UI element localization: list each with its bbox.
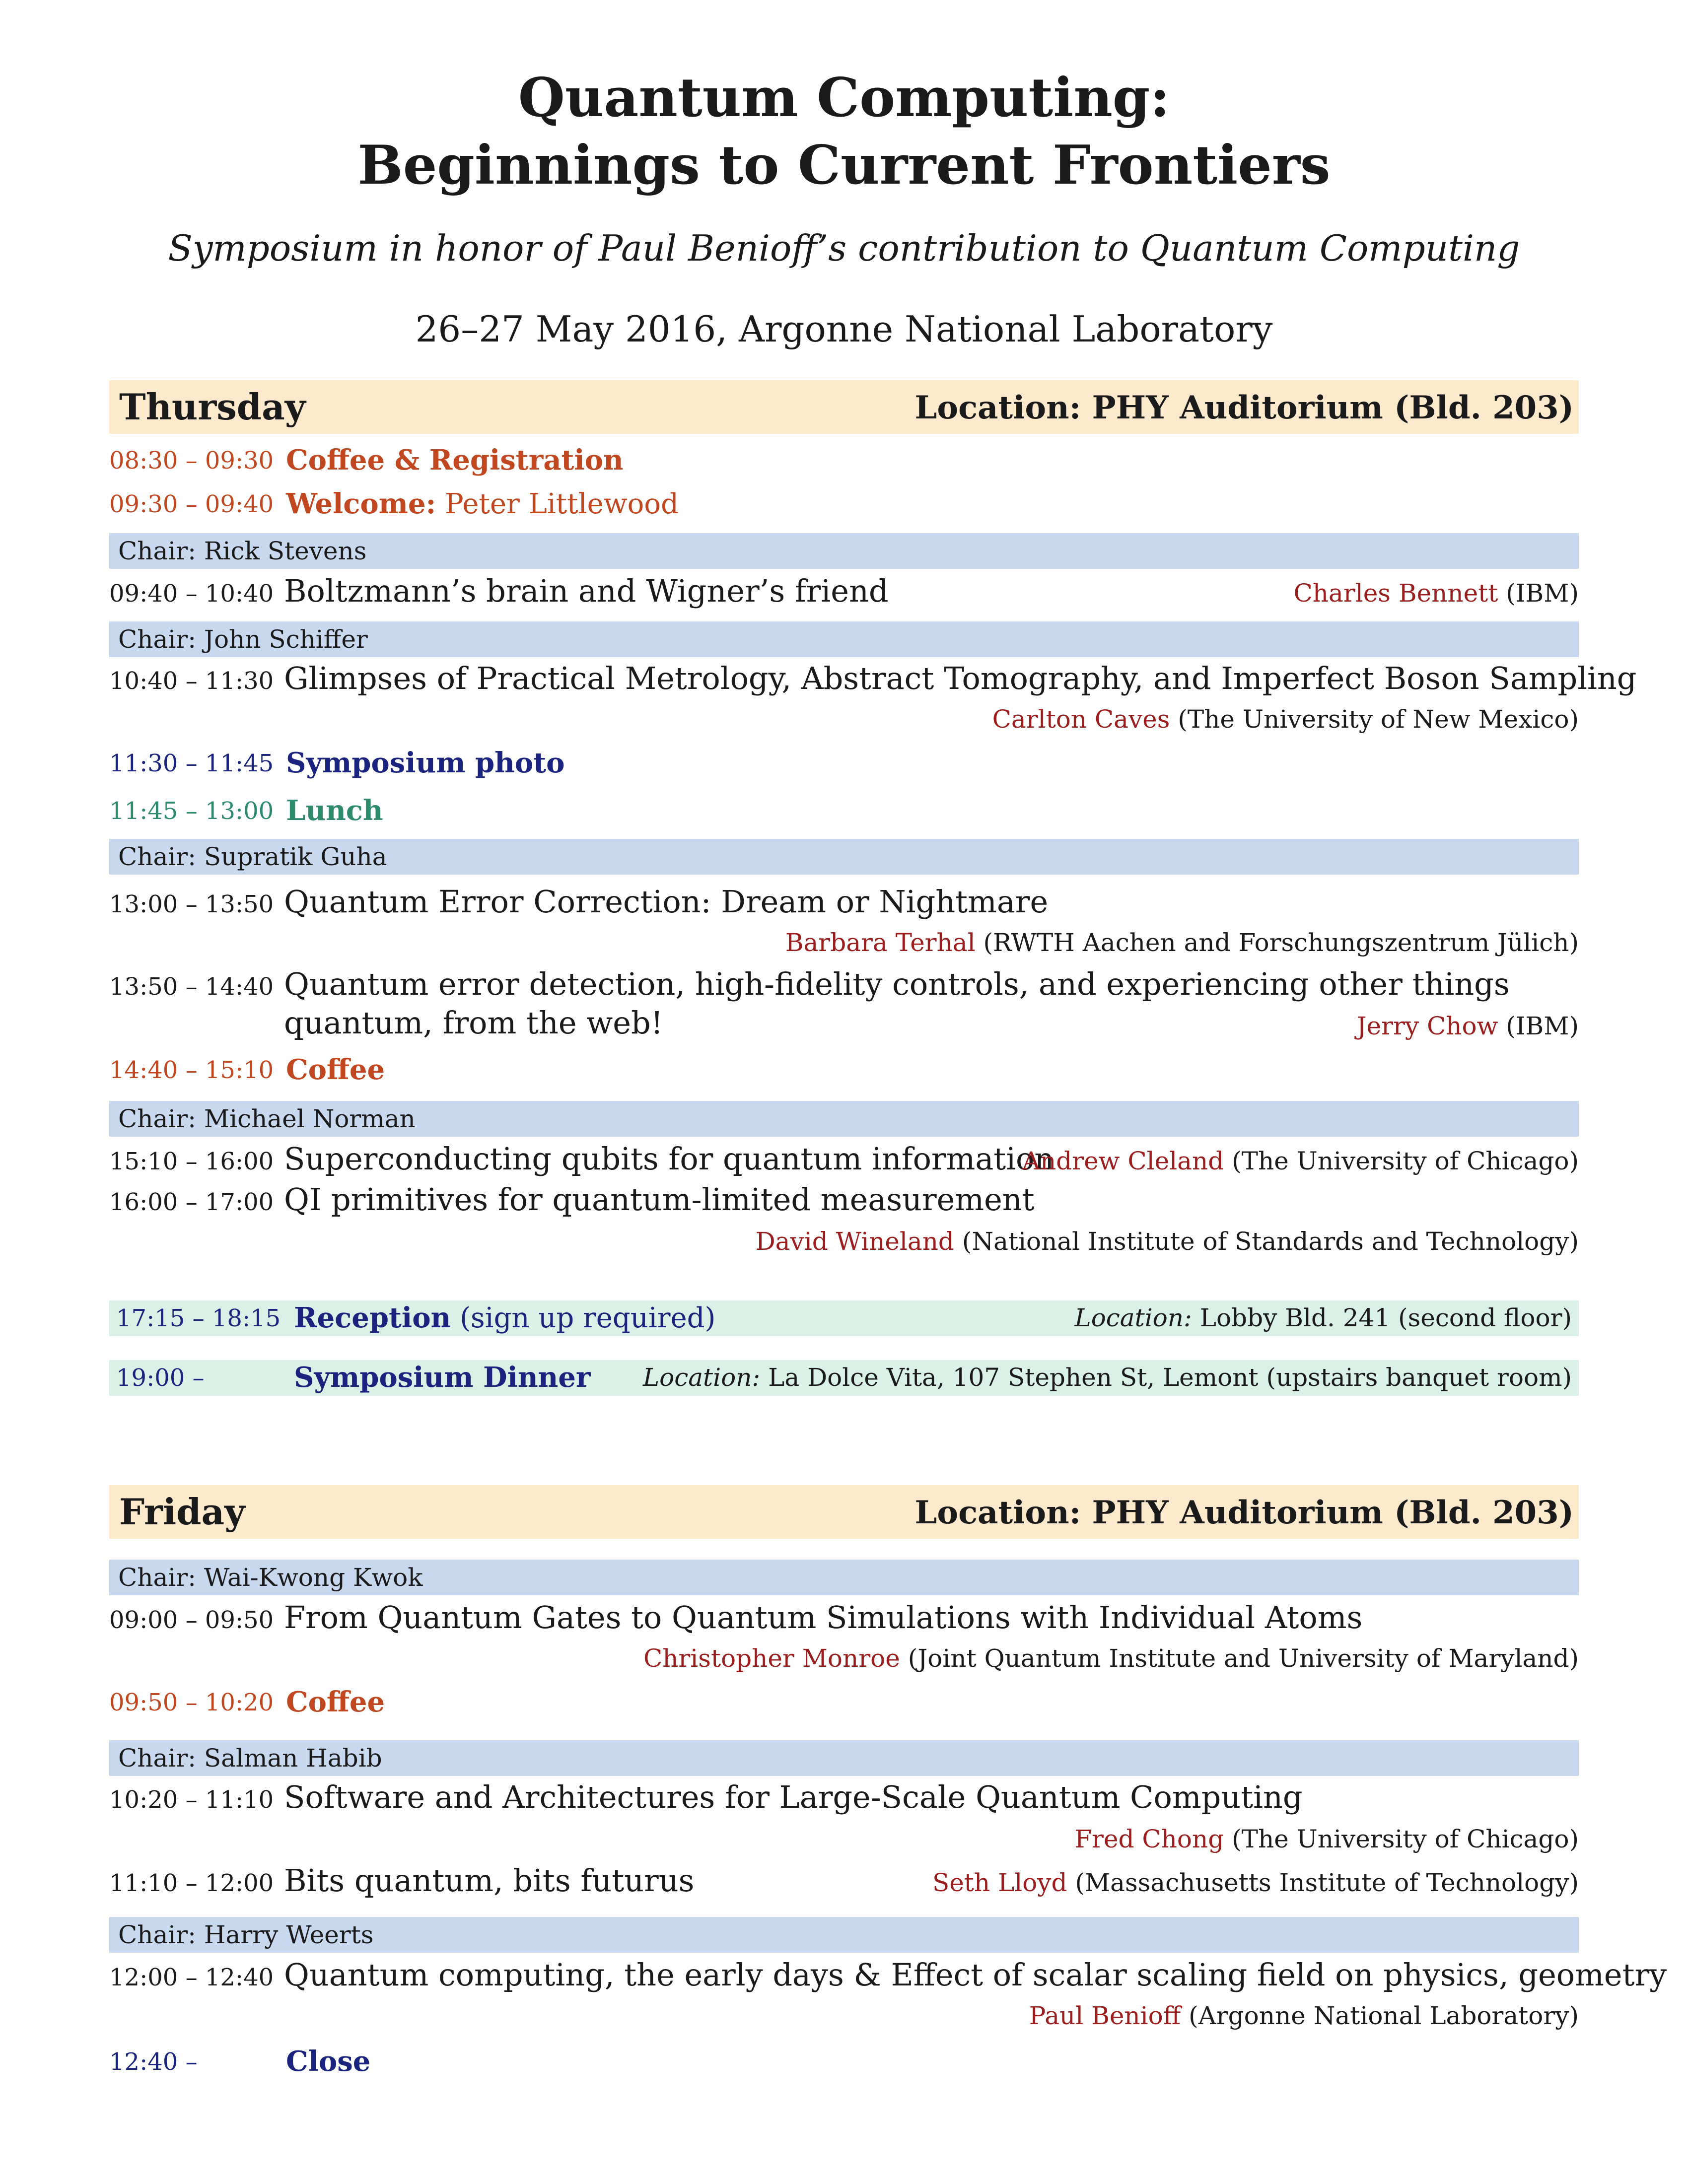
location-label: Location: xyxy=(642,1363,761,1392)
coffee-registration-time: 08:30 – 09:30 xyxy=(109,447,274,475)
day-name: Friday xyxy=(119,1491,245,1533)
talk-speaker xyxy=(1074,1824,1579,1854)
chair-band xyxy=(109,1560,1579,1595)
speaker-affiliation: (The University of Chicago) xyxy=(1232,1147,1579,1175)
thursday-header xyxy=(109,380,1579,434)
talk-speaker xyxy=(1022,1146,1579,1176)
speaker-affiliation: (The University of New Mexico) xyxy=(1178,705,1579,734)
talk-time: 10:20 – 11:10 xyxy=(109,1786,274,1814)
talk-title: Software and Architectures for Large-Scale Quantum Computing xyxy=(284,1779,1303,1815)
welcome-speaker: Peter Littlewood xyxy=(445,488,679,520)
chair-label: Chair: Wai-Kwong Kwok xyxy=(118,1563,423,1592)
talk-title: Boltzmann’s brain and Wigner’s friend xyxy=(284,573,889,609)
talk-title: From Quantum Gates to Quantum Simulations with Individual Atoms xyxy=(284,1599,1363,1636)
chair-band xyxy=(109,839,1579,875)
speaker-affiliation: (National Institute of Standards and Technology) xyxy=(962,1227,1579,1256)
chair-band xyxy=(109,1917,1579,1953)
speaker-name: Paul Benioff xyxy=(1029,2001,1181,2030)
chair-band xyxy=(109,533,1579,569)
chair-label: Chair: Harry Weerts xyxy=(118,1920,374,1949)
talk-speaker xyxy=(1356,1011,1579,1041)
speaker-affiliation: (IBM) xyxy=(1506,579,1579,608)
talk-time: 13:00 – 13:50 xyxy=(109,890,274,918)
day-name: Thursday xyxy=(119,386,306,428)
speaker-name: David Wineland xyxy=(755,1227,954,1256)
talk-title: QI primitives for quantum-limited measurement xyxy=(284,1181,1035,1218)
dateline: 26–27 May 2016, Argonne National Laboratory xyxy=(415,308,1273,350)
chair-band xyxy=(109,621,1579,657)
location-value: Lobby Bld. 241 (second floor) xyxy=(1199,1303,1572,1332)
talk-title: Bits quantum, bits futurus xyxy=(284,1862,695,1899)
welcome-label: Welcome: xyxy=(286,487,436,520)
talk-time: 12:00 – 12:40 xyxy=(109,1964,274,1991)
speaker-affiliation: (Argonne National Laboratory) xyxy=(1189,2001,1579,2030)
talk-speaker xyxy=(1029,2000,1579,2031)
chair-label: Chair: Michael Norman xyxy=(118,1104,416,1133)
talk-time: 15:10 – 16:00 xyxy=(109,1148,274,1175)
speaker-name: Christopher Monroe xyxy=(643,1644,900,1673)
speaker-name: Carlton Caves xyxy=(992,705,1170,734)
coffee-label: Coffee xyxy=(286,1053,385,1086)
coffee-label: Coffee xyxy=(286,1686,385,1718)
coffee-registration-label: Coffee & Registration xyxy=(286,444,624,477)
talk-speaker xyxy=(643,1643,1579,1674)
talk-time: 10:40 – 11:30 xyxy=(109,667,274,695)
dinner-time: 19:00 – xyxy=(116,1364,205,1392)
talk-speaker xyxy=(992,704,1579,735)
speaker-name: Charles Bennett xyxy=(1293,579,1498,608)
lunch-label: Lunch xyxy=(286,794,383,827)
day-location: Location: PHY Auditorium (Bld. 203) xyxy=(914,1494,1574,1531)
dinner-label: Symposium Dinner xyxy=(294,1361,591,1394)
talk-time: 13:50 – 14:40 xyxy=(109,973,274,1001)
location-value: La Dolce Vita, 107 Stephen St, Lemont (upstairs banquet room) xyxy=(768,1363,1572,1392)
photo-label: Symposium photo xyxy=(286,747,565,779)
location-label: Location: xyxy=(1074,1303,1192,1332)
chair-label: Chair: Supratik Guha xyxy=(118,842,387,871)
talk-title: Quantum error detection, high-fidelity controls, and experiencing other things quantum, from the web! xyxy=(284,966,1510,1041)
speaker-name: Barbara Terhal xyxy=(785,928,976,957)
talk-time: 11:10 – 12:00 xyxy=(109,1869,274,1897)
title-line-2: Beginnings to Current Frontiers xyxy=(357,134,1331,197)
welcome-time: 09:30 – 09:40 xyxy=(109,490,274,518)
speaker-affiliation: (IBM) xyxy=(1506,1012,1579,1040)
coffee-time: 09:50 – 10:20 xyxy=(109,1689,274,1716)
day-location: Location: PHY Auditorium (Bld. 203) xyxy=(914,389,1574,426)
chair-label: Chair: John Schiffer xyxy=(118,625,368,654)
speaker-name: Seth Lloyd xyxy=(932,1868,1067,1897)
close-time: 12:40 – xyxy=(109,2048,198,2076)
coffee-time: 14:40 – 15:10 xyxy=(109,1056,274,1084)
speaker-name: Fred Chong xyxy=(1074,1825,1224,1853)
talk-time: 09:00 – 09:50 xyxy=(109,1606,274,1634)
reception-location xyxy=(1074,1302,1572,1333)
title-line-1: Quantum Computing: xyxy=(518,67,1170,129)
welcome-row xyxy=(286,486,679,522)
reception-note: (sign up required) xyxy=(460,1302,716,1334)
reception-time: 17:15 – 18:15 xyxy=(116,1304,281,1332)
close-label: Close xyxy=(286,2045,371,2078)
speaker-affiliation: (Massachusetts Institute of Technology) xyxy=(1075,1868,1579,1897)
chair-label: Chair: Rick Stevens xyxy=(118,537,367,565)
talk-time: 09:40 – 10:40 xyxy=(109,580,274,608)
chair-label: Chair: Salman Habib xyxy=(118,1744,382,1773)
dinner-location xyxy=(643,1362,1572,1393)
speaker-affiliation: (The University of Chicago) xyxy=(1232,1825,1579,1853)
talk-speaker xyxy=(756,1226,1579,1257)
reception-label: Reception xyxy=(294,1301,451,1334)
speaker-name: Jerry Chow xyxy=(1356,1012,1498,1040)
photo-time: 11:30 – 11:45 xyxy=(109,750,274,777)
lunch-time: 11:45 – 13:00 xyxy=(109,797,274,825)
talk-title: Quantum Error Correction: Dream or Nightmare xyxy=(284,884,1049,920)
chair-band xyxy=(109,1101,1579,1137)
speaker-name: Andrew Cleland xyxy=(1022,1147,1224,1175)
reception-row xyxy=(294,1300,715,1336)
chair-band xyxy=(109,1740,1579,1776)
talk-title: Quantum computing, the early days & Effect of scalar scaling field on physics, geometry xyxy=(284,1957,1667,1993)
talk-speaker xyxy=(785,927,1579,958)
speaker-affiliation: (RWTH Aachen and Forschungszentrum Jülich) xyxy=(983,928,1579,957)
talk-time: 16:00 – 17:00 xyxy=(109,1188,274,1216)
speaker-affiliation: (Joint Quantum Institute and University of Maryland) xyxy=(908,1644,1579,1673)
talk-title: Superconducting qubits for quantum information xyxy=(284,1141,1055,1177)
talk-speaker xyxy=(1294,578,1579,609)
subtitle: Symposium in honor of Paul Benioff’s contribution to Quantum Computing xyxy=(168,227,1520,269)
friday-header xyxy=(109,1485,1579,1539)
talk-speaker xyxy=(932,1867,1579,1898)
talk-title: Glimpses of Practical Metrology, Abstract Tomography, and Imperfect Boson Sampling xyxy=(284,660,1637,696)
